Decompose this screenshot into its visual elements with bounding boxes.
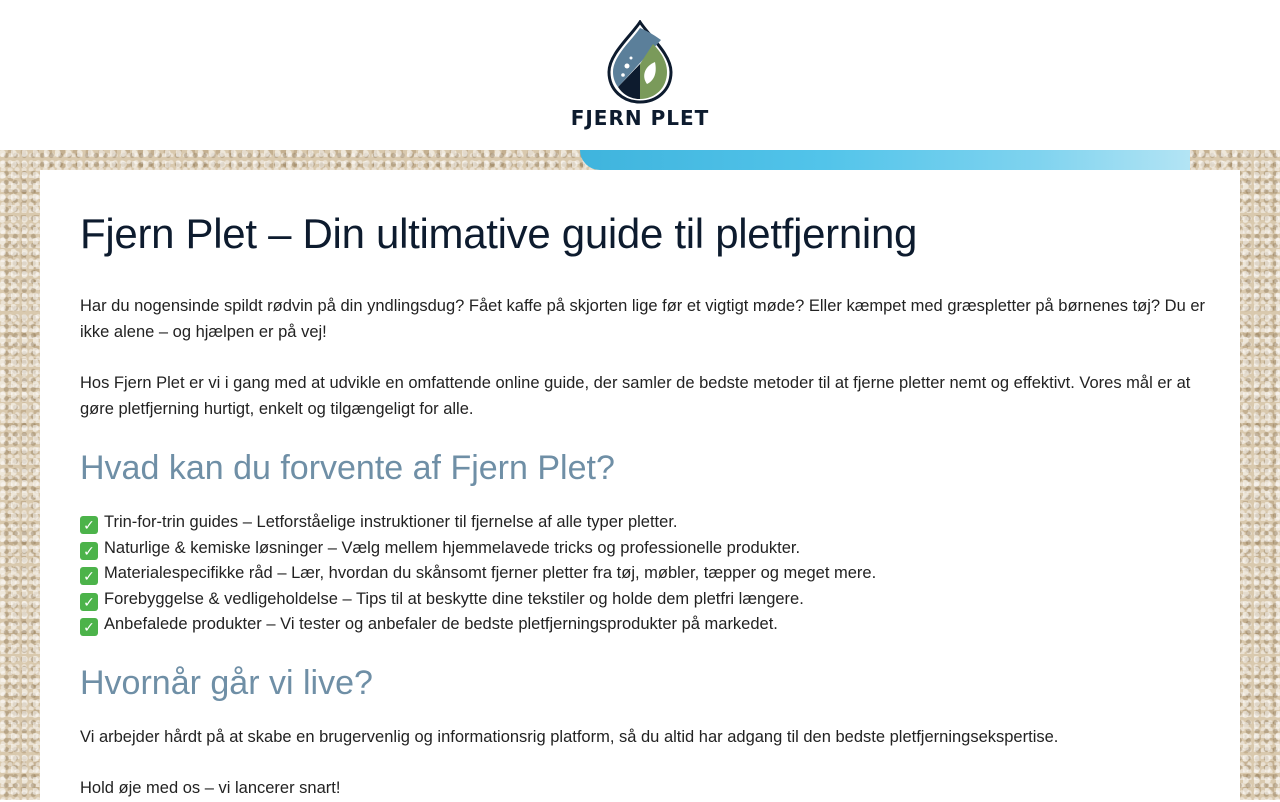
check-mark-icon: ✓ <box>80 516 98 534</box>
content-card <box>40 170 1240 800</box>
check-mark-icon: ✓ <box>80 542 98 560</box>
feature-list <box>80 510 876 638</box>
intro-paragraph-2: Hos Fjern Plet er vi i gang med at udvikle en omfattende online guide, der samler de bedste metoder til at fjerne pletter nemt og effektivt. Vores mål er at gøre pletfjerning hurtigt, enkelt og tilgængeligt for alle. <box>80 374 1191 418</box>
feature-text: Trin-for-trin guides – Letforståelige instruktioner til fjernelse af alle typer pletter. <box>104 513 678 531</box>
closing-paragraph: Hold øje med os – vi lancerer snart! <box>80 779 341 797</box>
page-title: Fjern Plet – Din ultimative guide til pletfjerning <box>80 210 918 257</box>
site-logo[interactable] <box>560 18 720 134</box>
live-paragraph: Vi arbejder hårdt på at skabe en brugervenlig og informationsrig platform, så du altid har adgang til den bedste pletfjerningsekspertise. <box>80 728 1059 746</box>
check-mark-icon: ✓ <box>80 567 98 585</box>
check-mark-icon: ✓ <box>80 618 98 636</box>
feature-text: Naturlige & kemiske løsninger – Vælg mellem hjemmelavede tricks og professionelle produkter. <box>104 538 801 557</box>
list-item <box>80 561 876 587</box>
logo-wordmark: FJERN PLET <box>570 106 710 130</box>
site-header <box>0 0 1280 150</box>
list-item <box>80 536 876 562</box>
feature-text: Materialespecifikke råd – Lær, hvordan du skånsomt fjerner pletter fra tøj, møbler, tæpper og meget mere. <box>104 564 877 582</box>
feature-text: Anbefalede produkter – Vi tester og anbefaler de bedste pletfjerningsprodukter på markedet. <box>104 615 778 633</box>
feature-text: Forebyggelse & vedligeholdelse – Tips til at beskytte dine tekstiler og holde dem pletfri længere. <box>104 589 804 608</box>
check-mark-icon: ✓ <box>80 593 98 611</box>
intro-paragraph-1: Har du nogensinde spildt rødvin på din yndlingsdug? Fået kaffe på skjorten lige før et vigtigt møde? Eller kæmpet med græspletter på børnenes tøj? Du er ikke alene – og hjælpen er på vej! <box>80 297 1206 341</box>
list-item <box>80 587 876 613</box>
expect-heading: Hvad kan du forvente af Fjern Plet? <box>80 449 615 487</box>
water-drop-logo-icon <box>603 20 677 104</box>
list-item <box>80 612 876 638</box>
live-heading: Hvornår går vi live? <box>80 664 373 702</box>
towel-background <box>580 150 1190 170</box>
list-item <box>80 510 876 536</box>
